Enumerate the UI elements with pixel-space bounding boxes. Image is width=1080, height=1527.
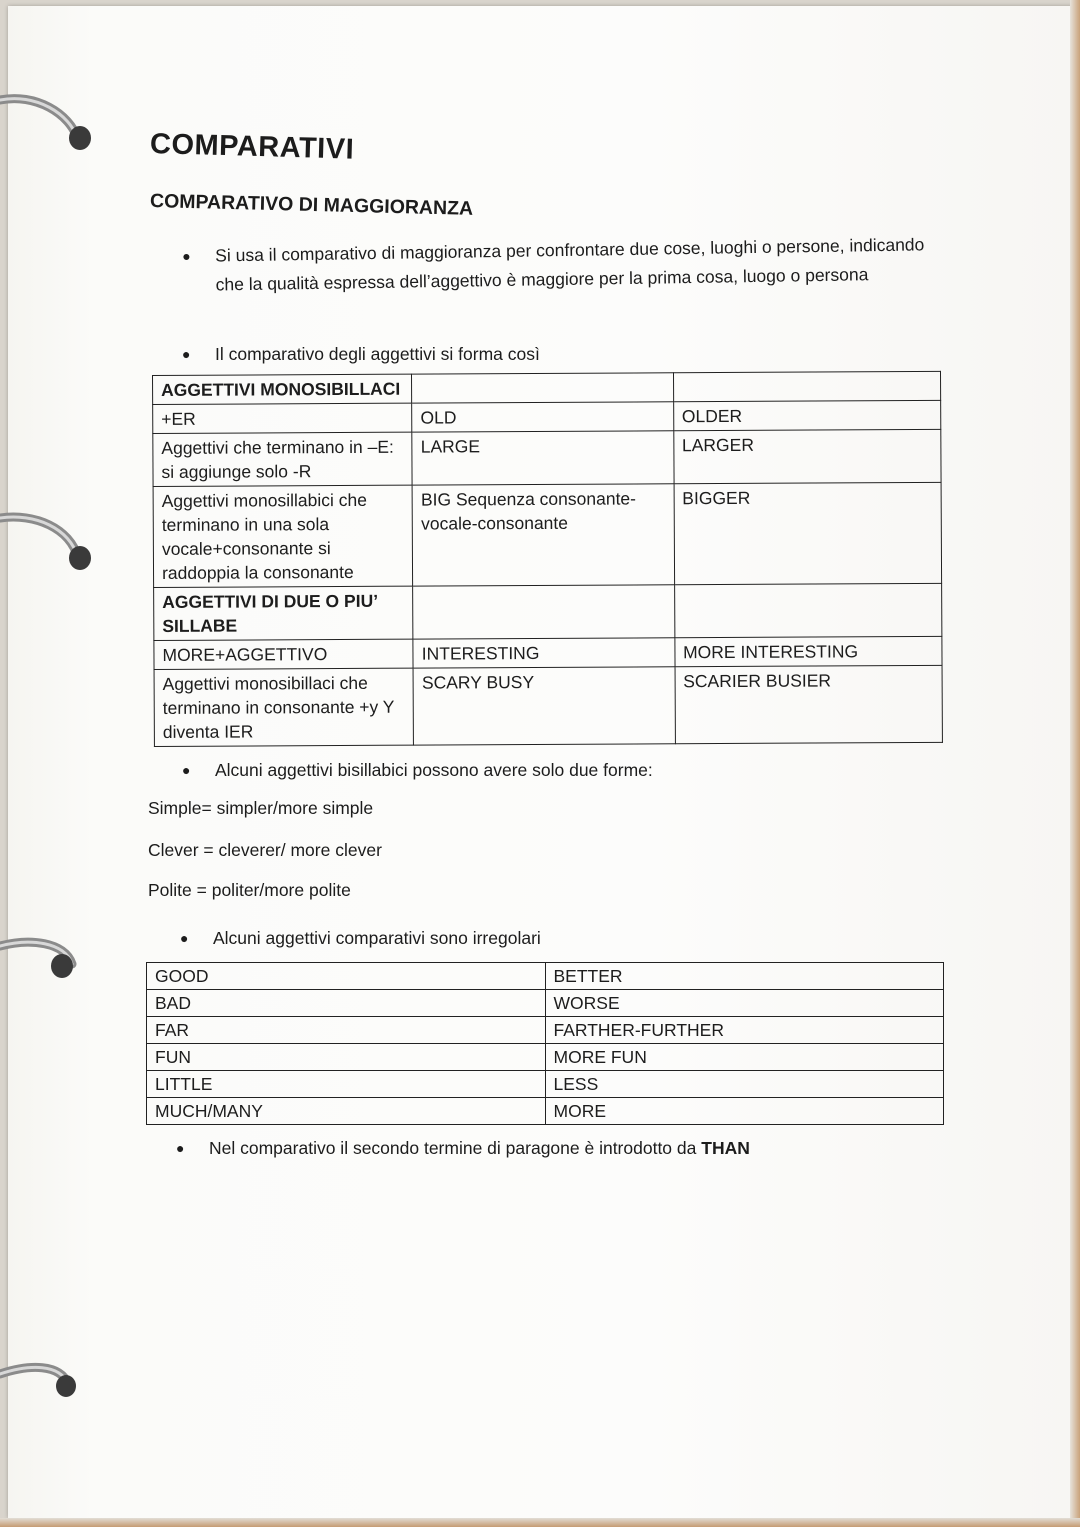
table-cell-comparative: OLDER (673, 400, 941, 430)
table-cell-comparative: BETTER (545, 963, 944, 990)
table-cell-adjective: FUN (147, 1044, 546, 1071)
bullet-icon: ● (182, 247, 191, 264)
table-cell-rule: AGGETTIVI MONOSIBILLACI (153, 374, 412, 404)
table-row (147, 1098, 944, 1125)
table-row (154, 636, 942, 669)
bullet-definition: ● Si usa il comparativo di maggioranza per confrontare due cose, luoghi o persone, indicando che la qualità espressa dell’aggettivo è maggiore per la prima cosa, luogo o persona (182, 234, 925, 295)
binder-ring-icon (0, 930, 95, 1005)
table-cell-example (413, 585, 675, 639)
table-cell-comparative: BIGGER (674, 482, 942, 584)
table-row (147, 1044, 944, 1071)
bullet-than: ● Nel comparativo il secondo termine di paragone è introdotto da THAN (176, 1134, 956, 1163)
table-cell-comparative: MORE INTERESTING (674, 636, 942, 666)
table-row (147, 1017, 944, 1044)
bullet-icon: ● (182, 762, 191, 778)
table-row (153, 429, 941, 486)
table-cell-adjective: BAD (147, 990, 546, 1017)
table-cell-adjective: FAR (147, 1017, 546, 1044)
bullet-icon: ● (182, 346, 191, 362)
table-cell-rule: Aggettivi monosillabici che terminano in una sola vocale+consonante si raddoppia la consonante (153, 485, 413, 587)
table-cell-comparative (673, 371, 941, 401)
table-cell-rule: MORE+AGGETTIVO (154, 639, 413, 669)
binder-ring-icon (0, 508, 95, 583)
binder-ring-icon (0, 88, 95, 163)
table-cell-example: INTERESTING (413, 638, 674, 668)
table-cell-adjective: MUCH/MANY (147, 1098, 546, 1125)
table-cell-adjective: GOOD (147, 963, 546, 990)
folder-edge-bottom (0, 1518, 1080, 1527)
table-row (153, 371, 941, 404)
table-cell-comparative: FARTHER-FURTHER (545, 1017, 944, 1044)
table-cell-example: SCARY BUSY (413, 667, 675, 745)
folder-edge-right (1070, 0, 1080, 1527)
bullet-two-forms: ● Alcuni aggettivi bisillabici possono avere solo due forme: (182, 756, 782, 785)
table-cell-comparative: LARGER (673, 429, 941, 483)
bullet-icon: ● (176, 1140, 185, 1156)
table-cell-rule: Aggettivi monosibillaci che terminano in consonante +y Y diventa IER (154, 668, 414, 746)
binder-ring-icon (0, 1346, 95, 1421)
table-cell-rule: +ER (153, 403, 412, 433)
table-cell-comparative: MORE FUN (545, 1044, 944, 1071)
table-row (147, 990, 944, 1017)
table-row (147, 963, 944, 990)
table-cell-example: BIG Sequenza consonante-vocale-consonante (412, 484, 674, 586)
table-cell-rule: Aggettivi che terminano in –E: si aggiunge solo -R (153, 432, 413, 486)
section-subtitle: COMPARATIVO DI MAGGIORANZA (149, 190, 474, 220)
table-row (147, 1071, 944, 1098)
two-forms-example: Clever = cleverer/ more clever (148, 840, 382, 860)
table-row (153, 482, 942, 587)
bullet-formation-intro: ● Il comparativo degli aggettivi si forma così (182, 340, 782, 369)
bullet-icon: ● (180, 930, 189, 946)
formation-table (152, 371, 943, 747)
table-cell-rule: AGGETTIVI DI DUE O PIU’ SILLABE (154, 586, 414, 640)
table-row (154, 665, 942, 746)
bullet-irregular: ● Alcuni aggettivi comparativi sono irregolari (180, 924, 780, 953)
keyword-than: THAN (701, 1138, 750, 1158)
table-cell-adjective: LITTLE (147, 1071, 546, 1098)
two-forms-example: Polite = politer/more polite (148, 880, 351, 900)
table-row (154, 583, 942, 640)
irregular-table (146, 962, 944, 1125)
table-cell-comparative: SCARIER BUSIER (675, 665, 943, 743)
table-cell-example: OLD (412, 402, 673, 432)
page-title: COMPARATIVI (149, 128, 355, 166)
table-cell-comparative: MORE (545, 1098, 944, 1125)
table-cell-example (412, 373, 673, 403)
table-cell-comparative: LESS (545, 1071, 944, 1098)
table-row (153, 400, 941, 433)
table-cell-comparative: WORSE (545, 990, 944, 1017)
table-cell-example: LARGE (412, 431, 674, 485)
two-forms-example: Simple= simpler/more simple (148, 798, 374, 818)
table-cell-comparative (674, 583, 942, 637)
